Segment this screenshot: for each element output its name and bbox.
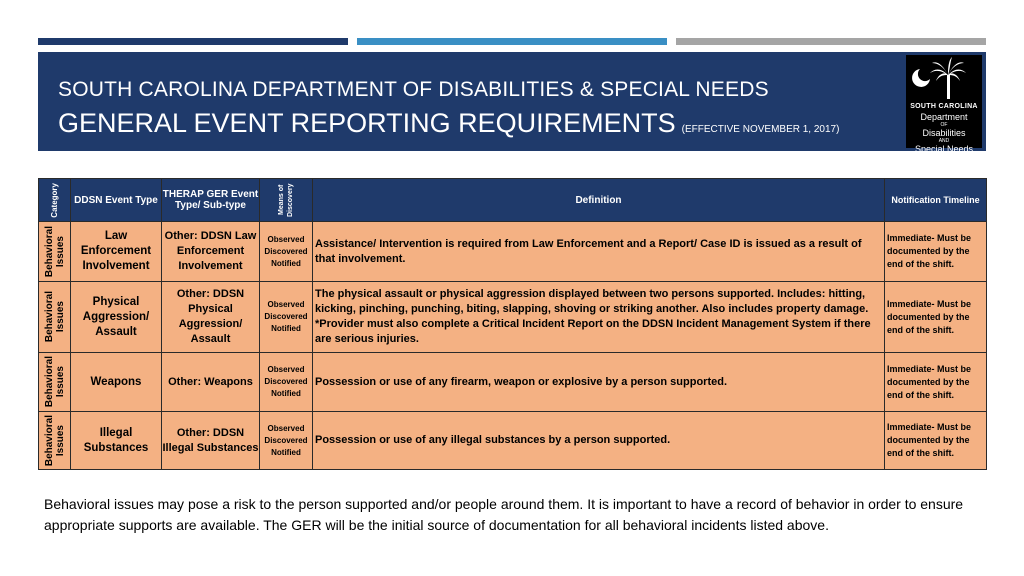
row-definition: The physical assault or physical aggression displayed between two persons supported. Includes: hitting, kicking, pinching, punching, biting, slapping, shoving or striking another. Also includes property damage. *Provider must also complete a Critical Incident Report on the DDSN Incident Management System if there are serious injuries. [313,282,885,353]
title-line-2 [58,108,839,139]
row-sub-type: Other: Weapons [162,353,260,412]
header-event-type: DDSN Event Type [71,179,162,222]
logo-text-and: AND [938,138,950,144]
row-category: Behavioral Issues [39,222,71,282]
logo-text-disabilities: Disabilities [922,128,966,138]
row-event-type: Illegal Substances [71,412,162,470]
ddsn-logo [906,55,982,154]
row-notification: Immediate- Must be documented by the end of the shift. [885,412,987,470]
table-row [39,353,987,412]
logo-text-special-needs: Special Needs [914,144,974,154]
row-event-type: Physical Aggression/ Assault [71,282,162,353]
title-line-1: SOUTH CAROLINA DEPARTMENT OF DISABILITIES & SPECIAL NEEDS [58,78,769,101]
header-notification: Notification Timeline [885,179,987,222]
row-notification: Immediate- Must be documented by the end of the shift. [885,353,987,412]
row-means: Observed Discovered Notified [260,222,313,282]
row-definition: Assistance/ Intervention is required from Law Enforcement and a Report/ Case ID is issued as a result of that involvement. [313,222,885,282]
palmetto-crescent-icon [906,55,982,103]
accent-bar-gray [676,38,986,45]
main-title: GENERAL EVENT REPORTING REQUIREMENTS [58,108,676,138]
row-means: Observed Discovered Notified [260,353,313,412]
table-row [39,412,987,470]
row-sub-type: Other: DDSN Illegal Substances [162,412,260,470]
header-definition: Definition [313,179,885,222]
row-event-type: Weapons [71,353,162,412]
row-definition: Possession or use of any illegal substances by a person supported. [313,412,885,470]
effective-date: (EFFECTIVE NOVEMBER 1, 2017) [681,124,840,135]
accent-bar-navy [38,38,348,45]
table-row [39,222,987,282]
table-row [39,282,987,353]
row-notification: Immediate- Must be documented by the end of the shift. [885,282,987,353]
row-category: Behavioral Issues [39,412,71,470]
row-definition: Possession or use of any firearm, weapon or explosive by a person supported. [313,353,885,412]
row-sub-type: Other: DDSN Physical Aggression/ Assault [162,282,260,353]
logo-text-of: OF [940,122,948,128]
row-event-type: Law Enforcement Involvement [71,222,162,282]
accent-bar-blue [357,38,667,45]
row-notification: Immediate- Must be documented by the end of the shift. [885,222,987,282]
table-header-row [39,179,987,222]
logo-text-state: SOUTH CAROLINA [910,103,978,110]
title-banner [38,52,986,154]
row-means: Observed Discovered Notified [260,412,313,470]
row-means: Observed Discovered Notified [260,282,313,353]
logo-text-department: Department [920,112,968,122]
row-category: Behavioral Issues [39,353,71,412]
header-sub-type: THERAP GER Event Type/ Sub-type [162,179,260,222]
ger-requirements-table [38,178,987,470]
row-category: Behavioral Issues [39,282,71,353]
header-category: Category [39,179,71,222]
header-means: Means of Discovery [260,179,313,222]
footer-note: Behavioral issues may pose a risk to the person supported and/or people around them. It is important to have a record of behavior in order to ensure appropriate supports are available. The GER will be the initial source of documentation for all behavioral incidents listed above. [44,496,964,533]
row-sub-type: Other: DDSN Law Enforcement Involvement [162,222,260,282]
